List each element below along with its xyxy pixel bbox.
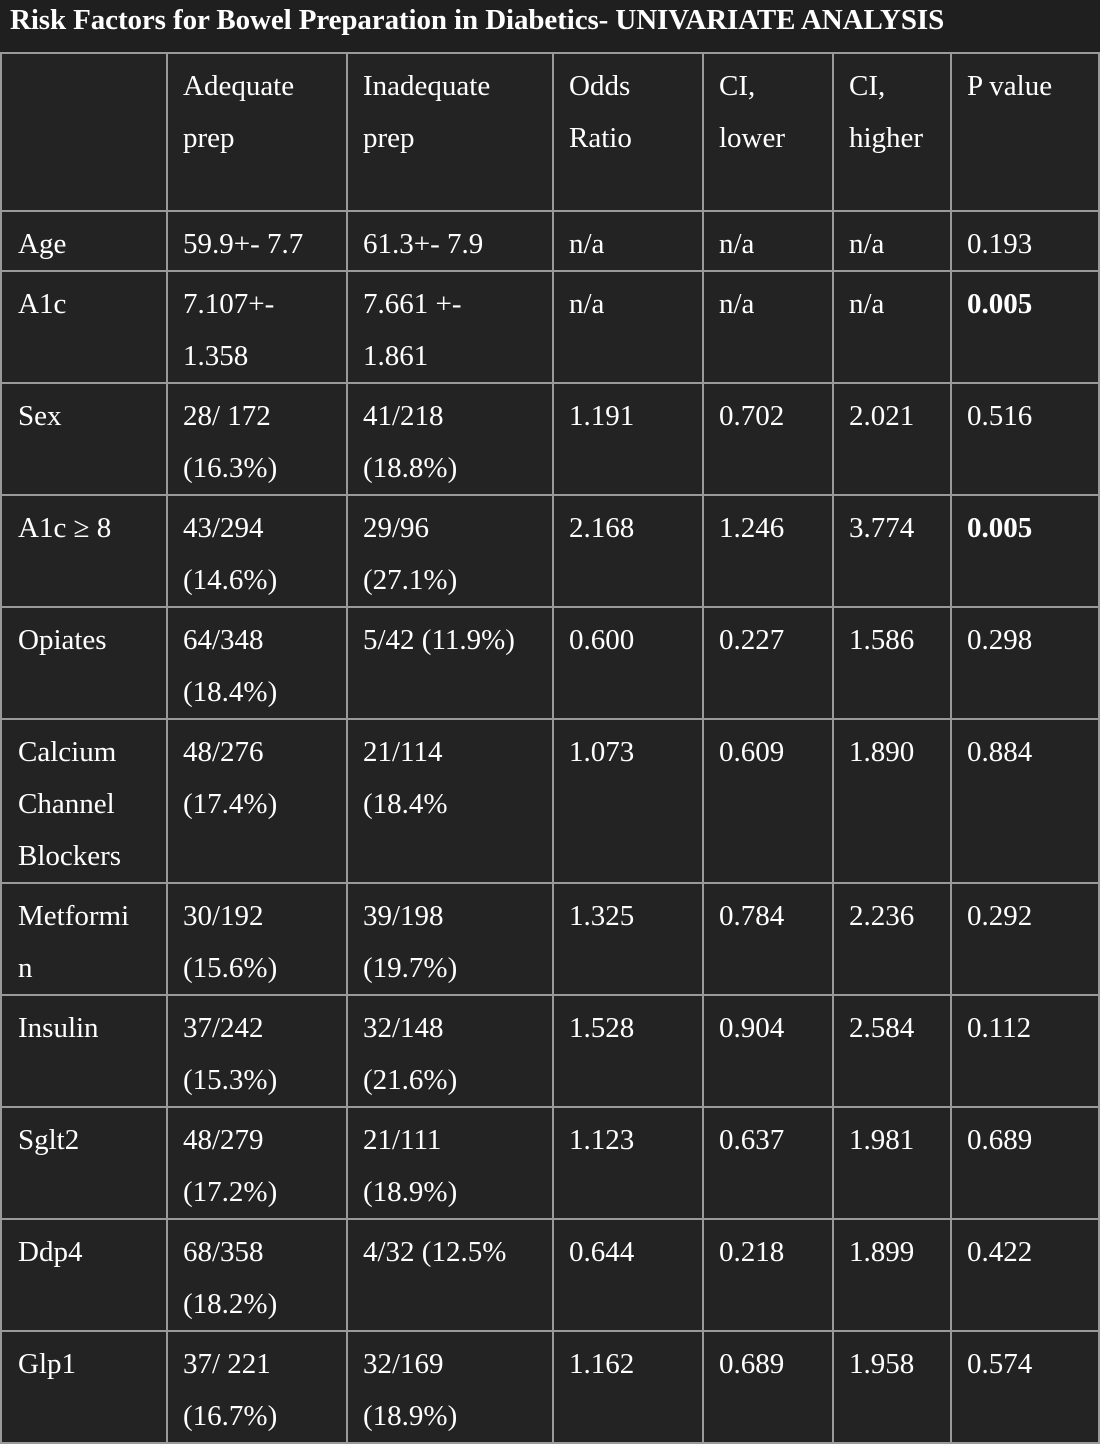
adequate-prep-cell-line: (18.2%) xyxy=(183,1288,278,1320)
odds-ratio-cell-value: 1.528 xyxy=(569,1012,635,1044)
factor-cell xyxy=(1,495,167,607)
odds-ratio-cell-value: n/a xyxy=(569,228,605,260)
adequate-prep-cell-line: (17.4%) xyxy=(183,788,278,820)
inadequate-prep-cell-line: 21/111 xyxy=(363,1124,442,1156)
inadequate-prep-cell-line: 39/198 xyxy=(363,900,444,932)
table-row xyxy=(1,1219,1099,1331)
inadequate-prep-cell-line: 32/169 xyxy=(363,1348,444,1380)
p-value-cell xyxy=(951,1331,1099,1443)
header-odds-ratio-line: Ratio xyxy=(569,122,632,154)
odds-ratio-cell xyxy=(553,1331,703,1443)
p-value-cell-value: 0.298 xyxy=(967,624,1033,656)
inadequate-prep-cell-line: 61.3+- 7.9 xyxy=(363,228,484,260)
table-row xyxy=(1,495,1099,607)
adequate-prep-cell-line: (14.6%) xyxy=(183,564,278,596)
adequate-prep-cell xyxy=(167,211,347,271)
odds-ratio-cell-value: 2.168 xyxy=(569,512,635,544)
ci-higher-cell-value: 1.586 xyxy=(849,624,915,656)
odds-ratio-cell xyxy=(553,271,703,383)
odds-ratio-cell xyxy=(553,719,703,883)
ci-lower-cell-value: 0.609 xyxy=(719,736,785,768)
p-value-cell-value: 0.005 xyxy=(967,512,1033,544)
header-ci-lower-line: lower xyxy=(719,122,786,154)
inadequate-prep-cell-line: (21.6%) xyxy=(363,1064,458,1096)
header-adequate-prep-line: Adequate xyxy=(183,70,295,102)
ci-lower-cell xyxy=(703,883,833,995)
odds-ratio-cell xyxy=(553,495,703,607)
p-value-cell xyxy=(951,1219,1099,1331)
p-value-cell-value: 0.292 xyxy=(967,900,1033,932)
odds-ratio-cell-value: 1.325 xyxy=(569,900,635,932)
header-inadequate-prep-line: prep xyxy=(363,122,415,154)
factor-cell-line: Metformi xyxy=(18,900,130,932)
ci-higher-cell-value: 2.021 xyxy=(849,400,915,432)
odds-ratio-cell-value: 1.191 xyxy=(569,400,635,432)
ci-higher-cell xyxy=(833,383,951,495)
p-value-cell xyxy=(951,883,1099,995)
odds-ratio-cell xyxy=(553,211,703,271)
factor-cell-line: Calcium xyxy=(18,736,117,768)
p-value-cell xyxy=(951,719,1099,883)
factor-cell-line: Opiates xyxy=(18,624,107,656)
adequate-prep-cell-line: 64/348 xyxy=(183,624,264,656)
p-value-cell xyxy=(951,1107,1099,1219)
adequate-prep-cell xyxy=(167,495,347,607)
adequate-prep-cell-line: (18.4%) xyxy=(183,676,278,708)
inadequate-prep-cell xyxy=(347,383,553,495)
adequate-prep-cell-line: 59.9+- 7.7 xyxy=(183,228,304,260)
ci-lower-cell-value: n/a xyxy=(719,228,755,260)
table-row xyxy=(1,383,1099,495)
ci-higher-cell xyxy=(833,995,951,1107)
odds-ratio-cell-value: 1.123 xyxy=(569,1124,635,1156)
header-row xyxy=(1,53,1099,211)
inadequate-prep-cell-line: 1.861 xyxy=(363,340,429,372)
ci-higher-cell-value: n/a xyxy=(849,288,885,320)
odds-ratio-cell xyxy=(553,607,703,719)
header-ci-lower-line: CI, xyxy=(719,70,756,102)
adequate-prep-cell-line: 48/279 xyxy=(183,1124,264,1156)
header-ci-higher xyxy=(833,53,951,211)
ci-higher-cell-value: 2.584 xyxy=(849,1012,915,1044)
table-row xyxy=(1,1107,1099,1219)
factor-cell xyxy=(1,995,167,1107)
ci-higher-cell-value: n/a xyxy=(849,228,885,260)
adequate-prep-cell xyxy=(167,271,347,383)
odds-ratio-cell-value: n/a xyxy=(569,288,605,320)
factor-cell xyxy=(1,1219,167,1331)
adequate-prep-cell-line: (15.6%) xyxy=(183,952,278,984)
factor-cell xyxy=(1,1107,167,1219)
ci-higher-cell-value: 1.899 xyxy=(849,1236,915,1268)
adequate-prep-cell-line: 1.358 xyxy=(183,340,249,372)
p-value-cell xyxy=(951,271,1099,383)
p-value-cell-value: 0.516 xyxy=(967,400,1033,432)
p-value-cell-value: 0.884 xyxy=(967,736,1033,768)
factor-cell xyxy=(1,607,167,719)
adequate-prep-cell-line: (15.3%) xyxy=(183,1064,278,1096)
ci-lower-cell-value: 0.784 xyxy=(719,900,785,932)
ci-higher-cell-value: 1.981 xyxy=(849,1124,915,1156)
ci-lower-cell-value: 0.218 xyxy=(719,1236,785,1268)
header-p-value-line: P value xyxy=(967,70,1053,102)
ci-higher-cell xyxy=(833,211,951,271)
table-title: Risk Factors for Bowel Preparation in Diabetics- UNIVARIATE ANALYSIS xyxy=(10,4,945,36)
odds-ratio-cell-value: 0.644 xyxy=(569,1236,635,1268)
adequate-prep-cell-line: 48/276 xyxy=(183,736,264,768)
inadequate-prep-cell xyxy=(347,1107,553,1219)
odds-ratio-cell xyxy=(553,1219,703,1331)
factor-cell-line: Glp1 xyxy=(18,1348,76,1380)
adequate-prep-cell xyxy=(167,1107,347,1219)
inadequate-prep-cell xyxy=(347,719,553,883)
inadequate-prep-cell xyxy=(347,995,553,1107)
odds-ratio-cell xyxy=(553,383,703,495)
ci-higher-cell-value: 2.236 xyxy=(849,900,915,932)
adequate-prep-cell xyxy=(167,1331,347,1443)
ci-higher-cell xyxy=(833,719,951,883)
factor-cell-line: Blockers xyxy=(18,840,122,872)
header-ci-higher-line: higher xyxy=(849,122,924,154)
adequate-prep-cell-line: (17.2%) xyxy=(183,1176,278,1208)
p-value-cell xyxy=(951,607,1099,719)
adequate-prep-cell xyxy=(167,607,347,719)
ci-lower-cell xyxy=(703,271,833,383)
adequate-prep-cell-line: 28/ 172 xyxy=(183,400,271,432)
adequate-prep-cell xyxy=(167,995,347,1107)
ci-lower-cell xyxy=(703,1331,833,1443)
header-odds-ratio-line: Odds xyxy=(569,70,631,102)
inadequate-prep-cell-line: (18.9%) xyxy=(363,1176,458,1208)
ci-lower-cell-value: 0.689 xyxy=(719,1348,785,1380)
inadequate-prep-cell xyxy=(347,211,553,271)
inadequate-prep-cell-line: 21/114 xyxy=(363,736,443,768)
ci-higher-cell xyxy=(833,607,951,719)
header-adequate-prep xyxy=(167,53,347,211)
ci-lower-cell xyxy=(703,1219,833,1331)
inadequate-prep-cell-line: 4/32 (12.5% xyxy=(363,1236,507,1268)
p-value-cell xyxy=(951,383,1099,495)
adequate-prep-cell xyxy=(167,719,347,883)
p-value-cell-value: 0.574 xyxy=(967,1348,1033,1380)
ci-higher-cell-value: 3.774 xyxy=(849,512,915,544)
ci-lower-cell-value: 0.702 xyxy=(719,400,785,432)
adequate-prep-cell-line: 37/ 221 xyxy=(183,1348,271,1380)
inadequate-prep-cell-line: 29/96 xyxy=(363,512,430,544)
inadequate-prep-cell-line: (27.1%) xyxy=(363,564,458,596)
inadequate-prep-cell xyxy=(347,1219,553,1331)
ci-lower-cell xyxy=(703,495,833,607)
header-ci-higher-line: CI, xyxy=(849,70,886,102)
ci-lower-cell xyxy=(703,719,833,883)
ci-lower-cell-value: 0.227 xyxy=(719,624,785,656)
ci-lower-cell-value: n/a xyxy=(719,288,755,320)
odds-ratio-cell xyxy=(553,1107,703,1219)
ci-lower-cell-value: 1.246 xyxy=(719,512,785,544)
ci-higher-cell xyxy=(833,495,951,607)
factor-cell xyxy=(1,719,167,883)
header-ci-lower xyxy=(703,53,833,211)
p-value-cell-value: 0.112 xyxy=(967,1012,1032,1044)
p-value-cell-value: 0.422 xyxy=(967,1236,1033,1268)
adequate-prep-cell-line: (16.3%) xyxy=(183,452,278,484)
table-row xyxy=(1,719,1099,883)
ci-higher-cell xyxy=(833,1331,951,1443)
p-value-cell-value: 0.689 xyxy=(967,1124,1033,1156)
ci-higher-cell xyxy=(833,1219,951,1331)
inadequate-prep-cell-line: 41/218 xyxy=(363,400,444,432)
table-row xyxy=(1,607,1099,719)
inadequate-prep-cell-line: 5/42 (11.9%) xyxy=(363,624,515,656)
inadequate-prep-cell xyxy=(347,1331,553,1443)
adequate-prep-cell-line: 37/242 xyxy=(183,1012,264,1044)
adequate-prep-cell xyxy=(167,383,347,495)
adequate-prep-cell-line: (16.7%) xyxy=(183,1400,278,1432)
factor-cell xyxy=(1,211,167,271)
ci-lower-cell-value: 0.637 xyxy=(719,1124,785,1156)
table-row xyxy=(1,211,1099,271)
p-value-cell xyxy=(951,211,1099,271)
adequate-prep-cell-line: 7.107+- xyxy=(183,288,275,320)
ci-higher-cell xyxy=(833,271,951,383)
factor-cell-line: Insulin xyxy=(18,1012,99,1044)
p-value-cell xyxy=(951,495,1099,607)
ci-lower-cell xyxy=(703,383,833,495)
factor-cell xyxy=(1,1331,167,1443)
inadequate-prep-cell-line: 7.661 +- xyxy=(363,288,462,320)
p-value-cell-value: 0.005 xyxy=(967,288,1033,320)
odds-ratio-cell-value: 0.600 xyxy=(569,624,635,656)
odds-ratio-cell-value: 1.073 xyxy=(569,736,635,768)
inadequate-prep-cell xyxy=(347,883,553,995)
odds-ratio-cell-value: 1.162 xyxy=(569,1348,635,1380)
inadequate-prep-cell xyxy=(347,271,553,383)
adequate-prep-cell-line: 68/358 xyxy=(183,1236,264,1268)
factor-cell-line: Channel xyxy=(18,788,115,820)
adequate-prep-cell xyxy=(167,883,347,995)
header-blank xyxy=(1,53,167,211)
inadequate-prep-cell-line: (19.7%) xyxy=(363,952,458,984)
table-row xyxy=(1,271,1099,383)
factor-cell-line: Age xyxy=(18,228,67,260)
odds-ratio-cell xyxy=(553,995,703,1107)
adequate-prep-cell-line: 43/294 xyxy=(183,512,264,544)
ci-higher-cell xyxy=(833,883,951,995)
header-odds-ratio xyxy=(553,53,703,211)
header-inadequate-prep xyxy=(347,53,553,211)
table-row xyxy=(1,995,1099,1107)
ci-lower-cell xyxy=(703,211,833,271)
factor-cell xyxy=(1,271,167,383)
inadequate-prep-cell-line: (18.8%) xyxy=(363,452,458,484)
p-value-cell xyxy=(951,995,1099,1107)
factor-cell xyxy=(1,883,167,995)
ci-lower-cell-value: 0.904 xyxy=(719,1012,785,1044)
factor-cell-line: A1c xyxy=(18,288,67,320)
factor-cell-line: n xyxy=(18,952,33,984)
odds-ratio-cell xyxy=(553,883,703,995)
inadequate-prep-cell-line: (18.4% xyxy=(363,788,448,820)
ci-higher-cell-value: 1.890 xyxy=(849,736,915,768)
ci-lower-cell xyxy=(703,1107,833,1219)
factor-cell-line: Sglt2 xyxy=(18,1124,80,1156)
factor-cell-line: A1c ≥ 8 xyxy=(18,512,112,544)
ci-lower-cell xyxy=(703,995,833,1107)
factor-cell-line: Ddp4 xyxy=(18,1236,83,1268)
ci-higher-cell-value: 1.958 xyxy=(849,1348,915,1380)
inadequate-prep-cell-line: 32/148 xyxy=(363,1012,444,1044)
adequate-prep-cell-line: 30/192 xyxy=(183,900,264,932)
factor-cell-line: Sex xyxy=(18,400,62,432)
table-row xyxy=(1,1331,1099,1443)
risk-factor-table xyxy=(0,52,1100,1444)
inadequate-prep-cell xyxy=(347,495,553,607)
ci-higher-cell xyxy=(833,1107,951,1219)
inadequate-prep-cell-line: (18.9%) xyxy=(363,1400,458,1432)
adequate-prep-cell xyxy=(167,1219,347,1331)
table-row xyxy=(1,883,1099,995)
ci-lower-cell xyxy=(703,607,833,719)
header-adequate-prep-line: prep xyxy=(183,122,235,154)
header-p-value xyxy=(951,53,1099,211)
header-inadequate-prep-line: Inadequate xyxy=(363,70,491,102)
p-value-cell-value: 0.193 xyxy=(967,228,1033,260)
inadequate-prep-cell xyxy=(347,607,553,719)
factor-cell xyxy=(1,383,167,495)
